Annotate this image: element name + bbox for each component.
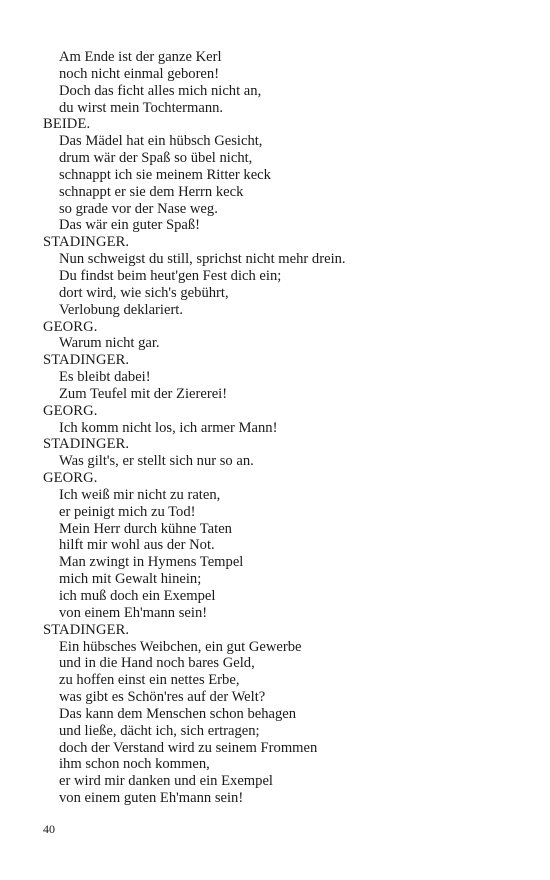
verse-line: und in die Hand noch bares Geld, <box>59 655 255 672</box>
verse-line: Das Mädel hat ein hübsch Gesicht, <box>59 133 263 150</box>
verse-line: Ein hübsches Weibchen, ein gut Gewerbe <box>59 638 302 655</box>
speaker-name: STADINGER. <box>43 352 130 369</box>
verse-line: Zum Teufel mit der Ziererei! <box>59 385 228 402</box>
verse-line: ihm schon noch kommen, <box>59 756 210 773</box>
verse-line: du wirst mein Tochtermann. <box>59 99 224 116</box>
verse-line: von einem guten Eh'mann sein! <box>59 790 244 807</box>
verse-line: Man zwingt in Hymens Tempel <box>59 554 244 571</box>
verse-line: dort wird, wie sich's gebührt, <box>59 284 229 301</box>
verse-line: Das wär ein guter Spaß! <box>59 217 201 234</box>
verse-line: Verlobung deklariert. <box>59 301 184 318</box>
verse-line: hilft mir wohl aus der Not. <box>59 537 215 554</box>
speaker-name: STADINGER. <box>43 234 130 251</box>
verse-line: und ließe, dächt ich, sich ertragen; <box>59 722 260 739</box>
verse-line: zu hoffen einst ein nettes Erbe, <box>59 672 240 689</box>
speaker-name: GEORG. <box>43 402 98 419</box>
verse-line: drum wär der Spaß so übel nicht, <box>59 150 253 167</box>
speaker-name: STADINGER. <box>43 621 130 638</box>
verse-line: schnappt ich sie meinem Ritter keck <box>59 166 271 183</box>
verse-line: mich mit Gewalt hinein; <box>59 571 202 588</box>
verse-line: Ich weiß mir nicht zu raten, <box>59 486 221 503</box>
verse-line: Nun schweigst du still, sprichst nicht mehr drein. <box>59 251 346 268</box>
verse-line: ich muß doch ein Exempel <box>59 588 216 604</box>
verse-line: so grade vor der Nase weg. <box>59 200 218 217</box>
verse-line: Du findst beim heut'gen Fest dich ein; <box>59 267 282 284</box>
speaker-name: GEORG. <box>43 470 98 487</box>
verse-line: Was gilt's, er stellt sich nur so an. <box>59 453 254 470</box>
page-number: 40 <box>43 822 55 836</box>
verse-line: er wird mir danken und ein Exempel <box>59 773 273 790</box>
verse-line: Warum nicht gar. <box>59 335 160 352</box>
speaker-name: STADINGER. <box>43 436 130 453</box>
verse-line: was gibt es Schön'res auf der Welt? <box>59 689 266 706</box>
verse-line: schnappt er sie dem Herrn keck <box>59 183 244 200</box>
verse-line: Doch das ficht alles mich nicht an, <box>59 82 262 99</box>
verse-line: Mein Herr durch kühne Taten <box>59 520 232 537</box>
verse-line: Es bleibt dabei! <box>59 369 151 386</box>
speaker-name: BEIDE. <box>43 116 91 133</box>
text-block <box>43 49 523 807</box>
verse-line: von einem Eh'mann sein! <box>59 604 208 621</box>
verse-line: Das kann dem Menschen schon behagen <box>59 705 297 722</box>
verse-line: er peinigt mich zu Tod! <box>59 503 196 520</box>
verse-line: noch nicht einmal geboren! <box>59 65 220 82</box>
verse-line: Ich komm nicht los, ich armer Mann! <box>59 419 278 436</box>
verse-line: doch der Verstand wird zu seinem Frommen <box>59 739 318 756</box>
verse-line: Am Ende ist der ganze Kerl <box>59 49 222 65</box>
speaker-name: GEORG. <box>43 318 98 335</box>
